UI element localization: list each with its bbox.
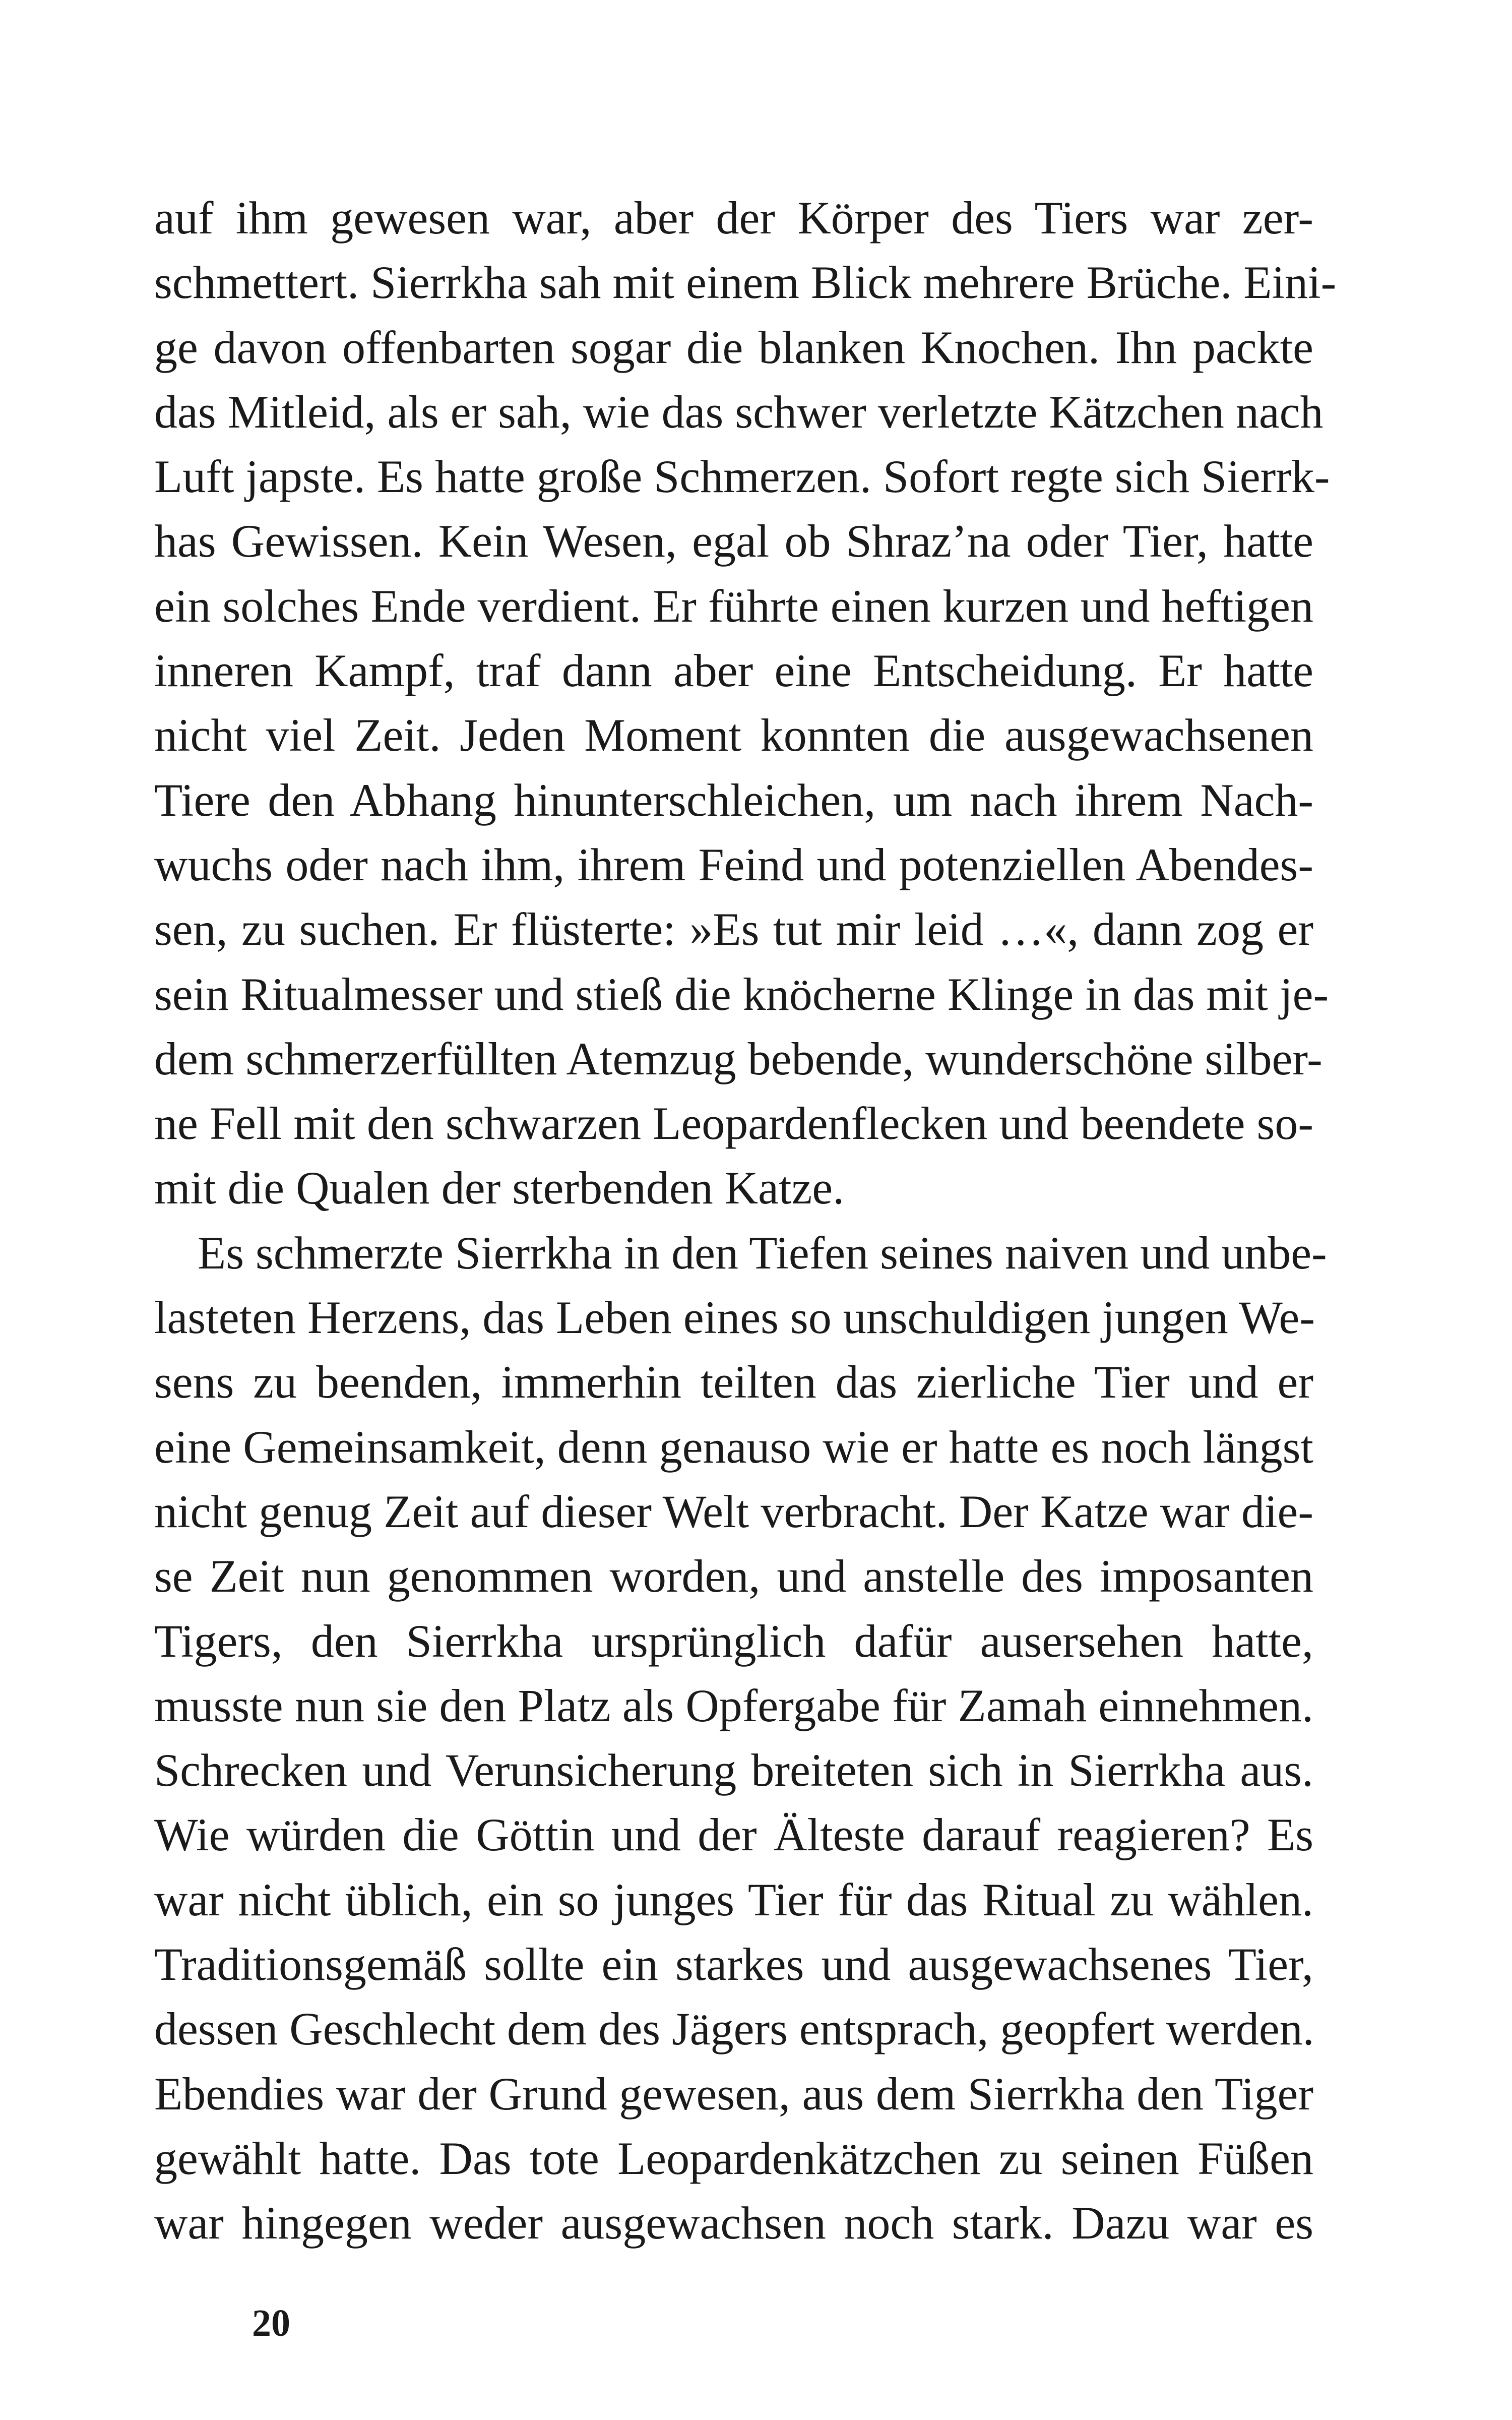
text-line: ge davon offenbarten sogar die blanken Knochen. Ihn packte — [154, 321, 1313, 373]
text-line: Luft japste. Es hatte große Schmerzen. Sofort regte sich Sierrk- — [154, 451, 1330, 503]
text-line: Tigers, den Sierrkha ursprünglich dafür ausersehen hatte, — [154, 1615, 1313, 1667]
text-line: sen, zu suchen. Er flüsterte: »Es tut mir leid …«, dann zog er — [154, 903, 1313, 955]
text-line: ein solches Ende verdient. Er führte einen kurzen und heftigen — [154, 580, 1313, 632]
text-line: Tiere den Abhang hinunterschleichen, um nach ihrem Nach- — [154, 774, 1313, 826]
text-line: has Gewissen. Kein Wesen, egal ob Shraz’na oder Tier, hatte — [154, 515, 1313, 567]
text-line: dessen Geschlecht dem des Jägers entsprach, geopfert werden. — [154, 2003, 1314, 2055]
page-number: 20 — [252, 2302, 290, 2344]
text-line: war nicht üblich, ein so junges Tier für das Ritual zu wählen. — [154, 1873, 1313, 1925]
text-line: eine Gemeinsamkeit, denn genauso wie er hatte es noch längst — [154, 1421, 1313, 1473]
text-line: lasteten Herzens, das Leben eines so unschuldigen jungen We- — [154, 1292, 1315, 1344]
text-line: musste nun sie den Platz als Opfergabe für Zamah einnehmen. — [154, 1679, 1313, 1731]
text-line: war hingegen weder ausgewachsen noch stark. Dazu war es — [154, 2197, 1313, 2249]
text-line: Ebendies war der Grund gewesen, aus dem Sierrkha den Tiger — [154, 2068, 1313, 2120]
text-line: auf ihm gewesen war, aber der Körper des Tiers war zer- — [154, 192, 1313, 244]
text-line: nicht viel Zeit. Jeden Moment konnten die ausgewachsenen — [154, 709, 1313, 761]
text-line: nicht genug Zeit auf dieser Welt verbracht. Der Katze war die- — [154, 1485, 1313, 1537]
text-line: sens zu beenden, immerhin teilten das zierliche Tier und er — [154, 1356, 1313, 1408]
text-line: gewählt hatte. Das tote Leopardenkätzchen zu seinen Füßen — [154, 2132, 1313, 2184]
text-line: Traditionsgemäß sollte ein starkes und ausgewachsenes Tier, — [154, 1939, 1313, 1990]
text-line: das Mitleid, als er sah, wie das schwer verletzte Kätzchen nach — [154, 386, 1324, 438]
text-line: schmettert. Sierrkha sah mit einem Blick mehrere Brüche. Eini- — [154, 257, 1337, 309]
body-text — [154, 186, 1337, 2256]
text-line: Schrecken und Verunsicherung breiteten sich in Sierrkha aus. — [154, 1744, 1313, 1796]
text-line: ne Fell mit den schwarzen Leopardenflecken und beendete so- — [154, 1098, 1313, 1150]
text-line: sein Ritualmesser und stieß die knöcherne Klinge in das mit je- — [154, 968, 1329, 1020]
text-line: mit die Qualen der sterbenden Katze. — [154, 1162, 845, 1214]
text-line: Wie würden die Göttin und der Älteste darauf reagieren? Es — [154, 1809, 1313, 1861]
text-line: Es schmerzte Sierrkha in den Tiefen seines naiven und unbe- — [198, 1227, 1327, 1279]
text-line: se Zeit nun genommen worden, und anstelle des imposanten — [154, 1550, 1313, 1602]
text-line: inneren Kampf, traf dann aber eine Entscheidung. Er hatte — [154, 645, 1313, 697]
text-line: wuchs oder nach ihm, ihrem Feind und potenziellen Abendes- — [154, 838, 1313, 890]
text-line: dem schmerzerfüllten Atemzug bebende, wunderschöne silber- — [154, 1033, 1322, 1084]
